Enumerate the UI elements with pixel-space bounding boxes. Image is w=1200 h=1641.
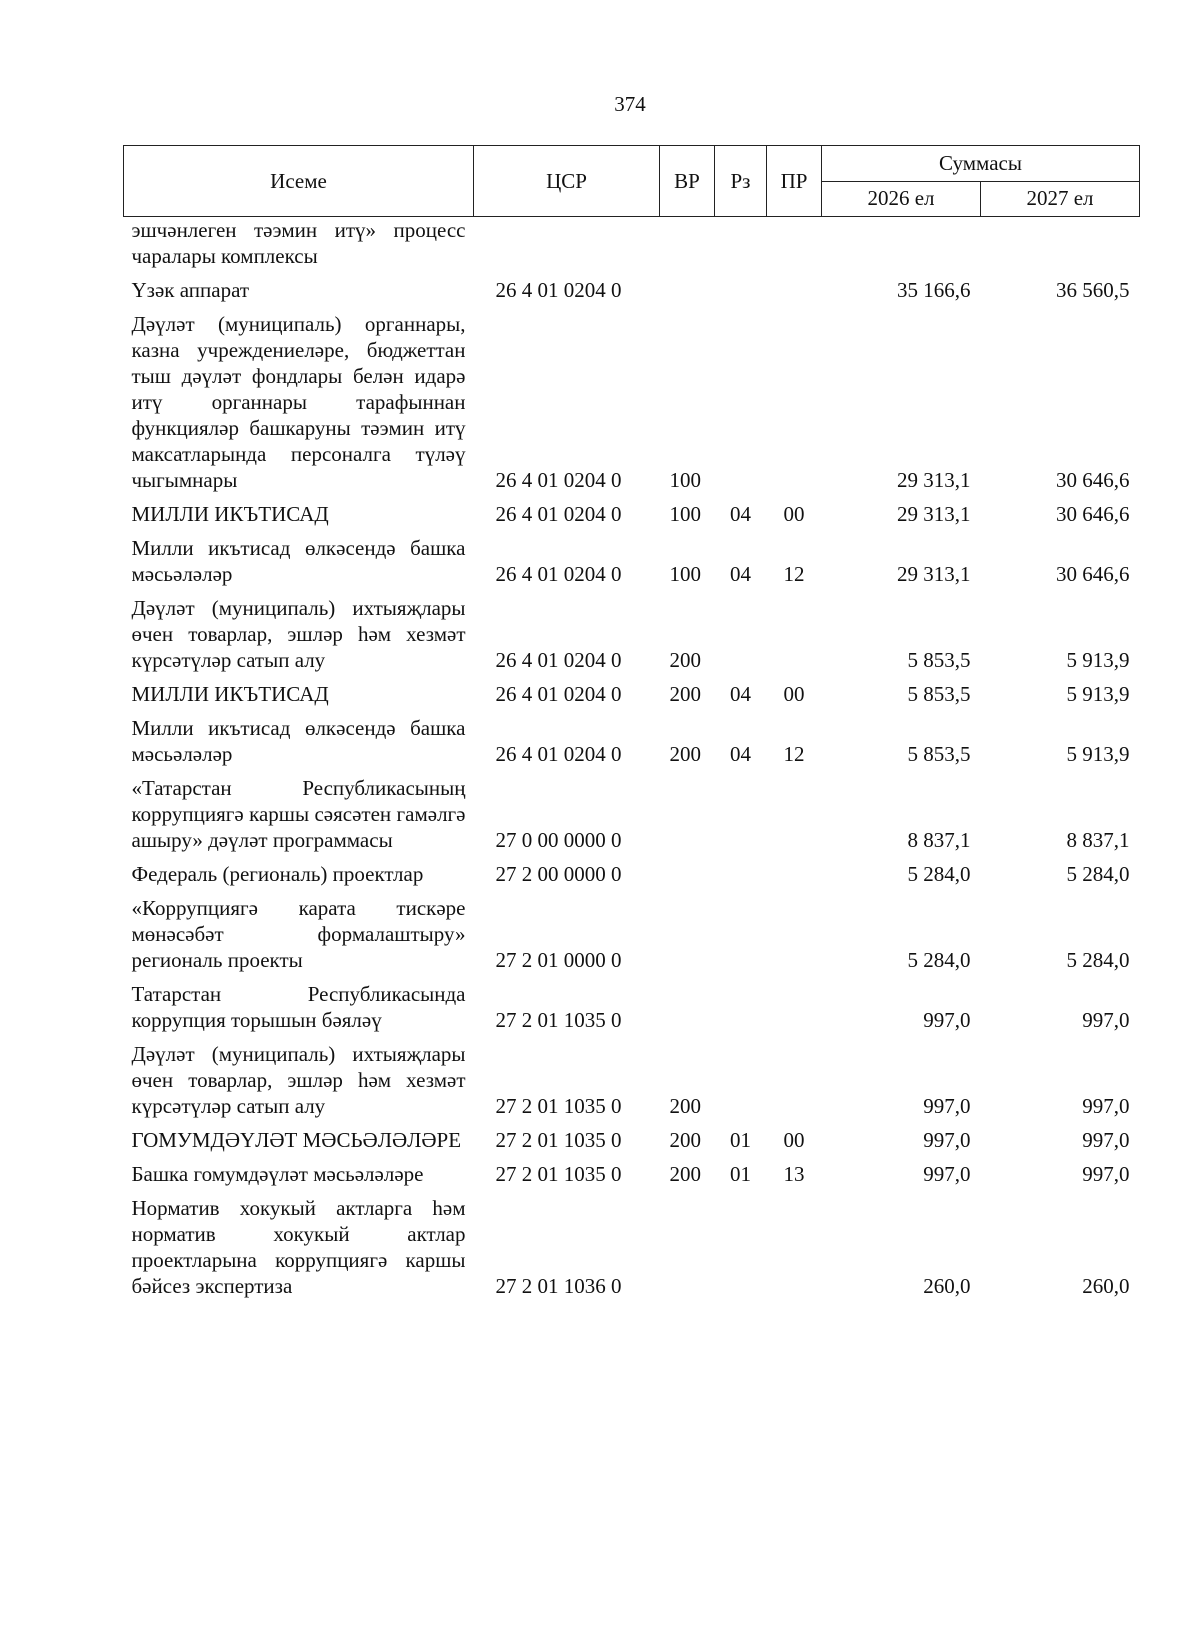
- row-sum-2026: 5 853,5: [907, 742, 971, 766]
- row-sum-2027: 997,0: [1082, 1162, 1130, 1186]
- row-csr: 26 4 01 0204 0: [495, 682, 622, 706]
- row-vr: 200: [669, 648, 701, 672]
- row-rz: [715, 892, 767, 978]
- row-csr: 27 2 01 0000 0: [495, 948, 622, 972]
- row-rz: 01: [730, 1128, 751, 1152]
- row-csr: 26 4 01 0204 0: [495, 562, 622, 586]
- table-row: [124, 1192, 1140, 1304]
- page-number: 374: [614, 92, 646, 116]
- row-sum-2027: 5 913,9: [1066, 682, 1130, 706]
- row-name: МИЛЛИ ИКЪТИСАД: [131, 682, 329, 706]
- row-csr: 26 4 01 0204 0: [495, 468, 622, 492]
- row-sum-2026: 29 313,1: [897, 562, 971, 586]
- header-year-2026: 2026 ел: [822, 181, 981, 217]
- row-vr: [660, 274, 715, 308]
- row-sum-2026: 997,0: [923, 1008, 971, 1032]
- row-pr: [767, 1038, 822, 1124]
- row-name: Дәүләт (муниципаль) ихтыяҗлары өчен товарлар, эшләр һәм хезмәт күрсәтүләр сатып алу: [131, 1042, 466, 1118]
- row-csr: [474, 217, 660, 275]
- row-name: Үзәк аппарат: [131, 278, 250, 302]
- row-pr: 13: [783, 1162, 805, 1186]
- row-rz: 04: [730, 562, 751, 586]
- row-sum-2026: 997,0: [923, 1162, 971, 1186]
- table-row: [124, 1038, 1140, 1124]
- row-rz: [715, 592, 767, 678]
- row-vr: 100: [669, 468, 701, 492]
- row-sum-2026: 5 853,5: [907, 682, 971, 706]
- table-row: [124, 892, 1140, 978]
- row-rz: 01: [730, 1162, 751, 1186]
- table-row: [124, 772, 1140, 858]
- row-vr: [660, 1192, 715, 1304]
- table-row: [124, 978, 1140, 1038]
- row-rz: 04: [730, 682, 751, 706]
- table-row: [124, 532, 1140, 592]
- table-row: [124, 1124, 1140, 1158]
- budget-table: [123, 145, 1140, 1304]
- row-rz: [715, 978, 767, 1038]
- row-csr: 27 2 01 1036 0: [495, 1274, 622, 1298]
- row-name: «Татарстан Республикасының коррупциягә каршы сәясәтен гамәлгә ашыру» дәүләт программасы: [131, 776, 466, 852]
- row-sum-2027: 5 284,0: [1066, 862, 1130, 886]
- row-name: эшчәнлеген тәэмин итү» процесс чаралары комплексы: [131, 218, 466, 268]
- row-sum-2027: 8 837,1: [1066, 828, 1130, 852]
- row-sum-2026: 997,0: [923, 1128, 971, 1152]
- row-sum-2027: 5 284,0: [1066, 948, 1130, 972]
- row-csr: 26 4 01 0204 0: [495, 278, 622, 302]
- row-rz: 04: [730, 742, 751, 766]
- row-pr: [767, 978, 822, 1038]
- header-vr: ВР: [660, 146, 715, 217]
- row-vr: [660, 892, 715, 978]
- table-row: [124, 498, 1140, 532]
- row-csr: 27 0 00 0000 0: [495, 828, 622, 852]
- row-sum-2026: 5 284,0: [907, 948, 971, 972]
- table-body: [124, 217, 1140, 1305]
- row-pr: [767, 858, 822, 892]
- table-header: [124, 146, 1140, 217]
- header-pr: ПР: [767, 146, 822, 217]
- row-name: Федераль (региональ) проектлар: [131, 862, 424, 886]
- table-row: [124, 678, 1140, 712]
- row-sum-2027: 997,0: [1082, 1094, 1130, 1118]
- table-row: [124, 858, 1140, 892]
- row-sum-2027: 36 560,5: [1056, 278, 1130, 302]
- row-name: Дәүләт (муниципаль) органнары, казна учреждениеләре, бюджеттан тыш дәүләт фондлары белән идарә итү органнары тарафыннан функцияләр башкаруны тәэмин итү максатларында персоналга түләү чыгымнары: [131, 312, 466, 492]
- row-csr: 27 2 01 1035 0: [495, 1128, 622, 1152]
- row-pr: 12: [783, 562, 805, 586]
- table-row: [124, 1158, 1140, 1192]
- row-name: Дәүләт (муниципаль) ихтыяҗлары өчен товарлар, эшләр һәм хезмәт күрсәтүләр сатып алу: [131, 596, 466, 672]
- table-row: [124, 217, 1140, 275]
- row-name: МИЛЛИ ИКЪТИСАД: [131, 502, 329, 526]
- row-vr: 100: [669, 562, 701, 586]
- row-name: Милли икътисад өлкәсендә башка мәсьәләләр: [131, 716, 466, 766]
- header-rz: Рз: [715, 146, 767, 217]
- row-vr: [660, 858, 715, 892]
- header-csr: ЦСР: [474, 146, 660, 217]
- row-sum-2027: 997,0: [1082, 1008, 1130, 1032]
- row-vr: [660, 978, 715, 1038]
- row-pr: [767, 308, 822, 498]
- row-rz: [715, 1038, 767, 1124]
- row-pr: [767, 274, 822, 308]
- header-sums: Суммасы: [822, 146, 1140, 182]
- row-pr: [767, 217, 822, 275]
- row-name: Милли икътисад өлкәсендә башка мәсьәләләр: [131, 536, 466, 586]
- row-sum-2027: 30 646,6: [1056, 562, 1130, 586]
- row-sum-2026: 5 284,0: [907, 862, 971, 886]
- row-pr: [767, 772, 822, 858]
- row-sum-2026: [822, 217, 981, 275]
- row-sum-2027: 997,0: [1082, 1128, 1130, 1152]
- row-rz: [715, 858, 767, 892]
- row-rz: [715, 274, 767, 308]
- row-pr: 00: [783, 1128, 805, 1152]
- row-rz: [715, 217, 767, 275]
- row-csr: 27 2 01 1035 0: [495, 1094, 622, 1118]
- row-vr: [660, 217, 715, 275]
- table-row: [124, 712, 1140, 772]
- row-sum-2026: 35 166,6: [897, 278, 971, 302]
- row-pr: 12: [783, 742, 805, 766]
- row-pr: [767, 892, 822, 978]
- row-vr: 100: [669, 502, 701, 526]
- row-csr: 27 2 01 1035 0: [495, 1008, 622, 1032]
- row-vr: 200: [669, 742, 701, 766]
- row-vr: 200: [669, 1162, 701, 1186]
- header-name: Исеме: [124, 146, 474, 217]
- row-name: «Коррупциягә карата тискәре мөнәсәбәт формалаштыру» региональ проекты: [131, 896, 466, 972]
- row-sum-2027: 30 646,6: [1056, 468, 1130, 492]
- row-name: Башка гомумдәүләт мәсьәләләре: [131, 1162, 424, 1186]
- row-vr: 200: [669, 1094, 701, 1118]
- table-row: [124, 274, 1140, 308]
- row-rz: 04: [730, 502, 751, 526]
- row-sum-2026: 997,0: [923, 1094, 971, 1118]
- row-pr: [767, 592, 822, 678]
- row-csr: 27 2 01 1035 0: [495, 1162, 622, 1186]
- table-row: [124, 592, 1140, 678]
- row-vr: 200: [669, 682, 701, 706]
- row-name: ГОМУМДӘҮЛӘТ МӘСЬӘЛӘЛӘРЕ: [131, 1128, 462, 1152]
- row-sum-2026: 29 313,1: [897, 502, 971, 526]
- row-sum-2026: 260,0: [923, 1274, 971, 1298]
- row-csr: 26 4 01 0204 0: [495, 502, 622, 526]
- row-rz: [715, 772, 767, 858]
- row-csr: 27 2 00 0000 0: [495, 862, 622, 886]
- row-csr: 26 4 01 0204 0: [495, 648, 622, 672]
- row-sum-2027: 5 913,9: [1066, 648, 1130, 672]
- row-vr: [660, 772, 715, 858]
- row-sum-2026: 8 837,1: [907, 828, 971, 852]
- row-vr: 200: [669, 1128, 701, 1152]
- row-sum-2027: 260,0: [1082, 1274, 1130, 1298]
- row-rz: [715, 308, 767, 498]
- table-row: [124, 308, 1140, 498]
- header-year-2027: 2027 ел: [981, 181, 1140, 217]
- row-sum-2027: [981, 217, 1140, 275]
- row-name: Татарстан Республикасында коррупция торышын бәяләү: [131, 982, 466, 1032]
- row-csr: 26 4 01 0204 0: [495, 742, 622, 766]
- row-sum-2027: 30 646,6: [1056, 502, 1130, 526]
- row-sum-2027: 5 913,9: [1066, 742, 1130, 766]
- row-name: Норматив хокукый актларга һәм норматив хокукый актлар проектларына коррупциягә каршы бәйсез экспертиза: [131, 1196, 466, 1298]
- row-sum-2026: 29 313,1: [897, 468, 971, 492]
- row-pr: [767, 1192, 822, 1304]
- row-pr: 00: [783, 502, 805, 526]
- row-pr: 00: [783, 682, 805, 706]
- row-rz: [715, 1192, 767, 1304]
- row-sum-2026: 5 853,5: [907, 648, 971, 672]
